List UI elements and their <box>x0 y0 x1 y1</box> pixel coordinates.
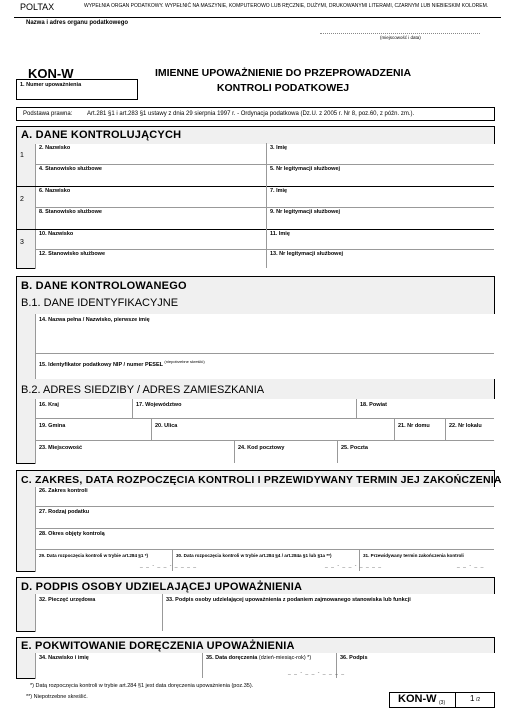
field-14-name[interactable]: 14. Nazwa pełna / Nazwisko, pierwsze imię <box>39 317 150 323</box>
b2-line-2 <box>35 440 494 441</box>
field-9-id[interactable]: 9. Nr legitymacji służbowej <box>270 209 340 215</box>
date-35-placeholder: _ _ - _ _ - _ _ _ _ <box>288 670 346 676</box>
section-a <box>16 126 495 269</box>
a-line-5 <box>35 249 494 250</box>
footer-pages: /2 <box>476 697 481 703</box>
form-title <box>148 66 418 96</box>
section-c-title: C. ZAKRES, DATA ROZPOCZĘCIA KONTROLI I PRZEWIDYWANY TERMIN JEJ ZAKOŃCZENIA <box>21 474 502 486</box>
footer-page: 1 <box>470 694 475 703</box>
field-28-period[interactable]: 28. Okres objęty kontrolą <box>39 531 105 537</box>
footer-code: KON-W <box>398 693 437 705</box>
footnote-1: *) Datą rozpoczęcia kontroli w trybie art.284 §1 jest data doręczenia upoważnienia (poz.35). <box>30 683 254 689</box>
section-b1-title: B.1. DANE IDENTYFIKACYJNE <box>21 297 179 309</box>
section-d-title: D. PODPIS OSOBY UDZIELAJĄCEJ UPOWAŻNIENIA <box>21 581 303 593</box>
row-a1-number: 1 <box>20 152 24 159</box>
number-field[interactable] <box>16 79 138 100</box>
section-b <box>16 276 495 464</box>
field-8-position[interactable]: 8. Stanowisko służbowe <box>39 209 102 215</box>
footer-version: (3) <box>439 700 446 706</box>
b1-grid <box>35 314 495 379</box>
field-25-post[interactable]: 25. Poczta <box>341 445 368 451</box>
b2-line-1 <box>35 418 494 419</box>
date-29-placeholder: _ _ - _ _ - _ _ _ _ <box>140 563 198 569</box>
b2-div-3 <box>151 419 152 440</box>
field-13-id[interactable]: 13. Nr legitymacji służbowej <box>270 251 344 257</box>
section-d <box>16 577 495 632</box>
field-33-signature[interactable]: 33. Podpis osoby udzielającej upoważnienia z podaniem zajmowanego stanowiska lub funkcji <box>166 597 411 603</box>
field-26-scope[interactable]: 26. Zakres kontroli <box>39 488 88 494</box>
section-b2-title: B.2. ADRES SIEDZIBY / ADRES ZAMIESZKANIA <box>21 384 265 396</box>
field-17-province[interactable]: 17. Województwo <box>136 402 182 408</box>
legal-text: Art.281 §1 i art.283 §1 ustawy z dnia 29 sierpnia 1997 r. - Ordynacja podatkowa (Dz.U. z 2005 r. Nr 8, poz.60, z późn. zm.). <box>87 111 415 117</box>
field-10-surname[interactable]: 10. Nazwisko <box>39 231 74 237</box>
field-5-id[interactable]: 5. Nr legitymacji służbowej <box>270 166 340 172</box>
office-label: Nazwa i adres organu podatkowego <box>26 20 129 26</box>
field-4-position[interactable]: 4. Stanowisko służbowe <box>39 166 102 172</box>
number-label: 1. Numer upoważnienia <box>20 82 82 88</box>
footer-divider <box>455 693 456 707</box>
b2-div-6 <box>234 441 235 463</box>
c-line-2 <box>35 528 494 529</box>
c-grid <box>35 487 495 572</box>
form-code: KON-W <box>28 66 74 81</box>
field-12-position[interactable]: 12. Stanowisko służbowe <box>39 251 106 257</box>
field-35-delivery-date[interactable] <box>206 655 311 661</box>
field-20-street[interactable]: 20. Ulica <box>155 423 178 429</box>
date-30-placeholder: _ _ - _ _ - _ _ _ _ <box>325 563 383 569</box>
field-2-surname[interactable]: 2. Nazwisko <box>39 145 71 151</box>
d-div <box>162 594 163 631</box>
field-36-signature[interactable]: 36. Podpis <box>340 655 368 661</box>
section-a-title: A. DANE KONTROLUJĄCYCH <box>21 129 182 141</box>
field-15-nip[interactable] <box>39 359 205 368</box>
field-21-house[interactable]: 21. Nr domu <box>398 423 430 429</box>
form-title-line1: IMIENNE UPOWAŻNIENIE DO PRZEPROWADZENIA <box>154 67 412 79</box>
field-18-county[interactable]: 18. Powiat <box>360 402 387 408</box>
place-date-label: (miejscowość i data) <box>380 35 421 40</box>
field-34-receiver[interactable]: 34. Nazwisko i imię <box>39 655 89 661</box>
field-31-end-date[interactable]: 31. Przewidywany termin zakończenia kontroli <box>363 553 464 558</box>
field-27-tax-type[interactable]: 27. Rodzaj podatku <box>39 509 90 515</box>
field-16-country[interactable]: 16. Kraj <box>39 402 59 408</box>
date-31-placeholder: _ _ - _ _ <box>457 563 485 569</box>
b2-div-1 <box>132 399 133 418</box>
field-6-surname[interactable]: 6. Nazwisko <box>39 188 71 194</box>
field-29-start-date[interactable]: 29. Data rozpoczęcia kontroli w trybie art.284 §1 *) <box>39 553 149 558</box>
a-divider <box>266 143 267 268</box>
field-3-name[interactable]: 3. Imię <box>270 145 288 151</box>
field-15-note: (niepotrzebne skreślić) <box>164 359 205 364</box>
field-7-name[interactable]: 7. Imię <box>270 188 288 194</box>
b1-line <box>35 353 494 354</box>
field-22-flat[interactable]: 22. Nr lokalu <box>449 423 482 429</box>
field-35-note: (dzień-miesiąc-rok) *) <box>258 655 312 661</box>
c-line-3 <box>35 549 494 550</box>
field-11-name[interactable]: 11. Imię <box>270 231 290 237</box>
instruction-text: WYPEŁNIA ORGAN PODATKOWY. WYPEŁNIĆ NA MASZYNIE, KOMPUTEROWO LUB RĘCZNIE, DUŻYMI, DRUKOWANYMI LITERAMI, CZARNYM LUB NIEBIESKIM KOLOREM. <box>84 3 489 9</box>
field-19-commune[interactable]: 19. Gmina <box>39 423 66 429</box>
legal-label: Podstawa prawna: <box>23 111 73 117</box>
field-35-label: 35. Data doręczenia <box>206 655 258 661</box>
b2-div-5 <box>445 419 446 440</box>
field-23-city[interactable]: 23. Miejscowość <box>39 445 83 451</box>
field-15-label: 15. Identyfikator podatkowy NIP / numer PESEL <box>39 361 163 368</box>
e-div-1 <box>202 653 203 678</box>
footnote-2: **) Niepotrzebne skreślić. <box>26 694 88 700</box>
b2-grid <box>35 399 495 464</box>
field-30-start-date[interactable]: 30. Data rozpoczęcia kontroli w trybie art.284 §4 / art.284a §1 lub §1a **) <box>176 553 332 558</box>
legal-basis-box <box>16 107 495 121</box>
header-rule <box>14 17 501 18</box>
row-a3-number: 3 <box>20 239 24 246</box>
a-line-2 <box>16 186 494 187</box>
footer-code-box <box>389 692 495 708</box>
section-b-title: B. DANE KONTROLOWANEGO <box>21 280 187 292</box>
field-24-postcode[interactable]: 24. Kod pocztowy <box>238 445 285 451</box>
b2-div-4 <box>394 419 395 440</box>
brand-label: POLTAX <box>20 2 55 12</box>
b2-div-7 <box>337 441 338 463</box>
section-e-title: E. POKWITOWANIE DORĘCZENIA UPOWAŻNIENIA <box>21 640 295 652</box>
place-date-line <box>320 33 480 34</box>
c-line-1 <box>35 506 494 507</box>
field-32-stamp[interactable]: 32. Pieczęć urzędowa <box>39 597 96 603</box>
a-line-3 <box>35 207 494 208</box>
form-title-line2: KONTROLI PODATKOWEJ <box>216 82 350 94</box>
a-line-4 <box>16 229 494 230</box>
a-line-1 <box>35 164 494 165</box>
b2-div-2 <box>356 399 357 418</box>
row-a2-number: 2 <box>20 196 24 203</box>
